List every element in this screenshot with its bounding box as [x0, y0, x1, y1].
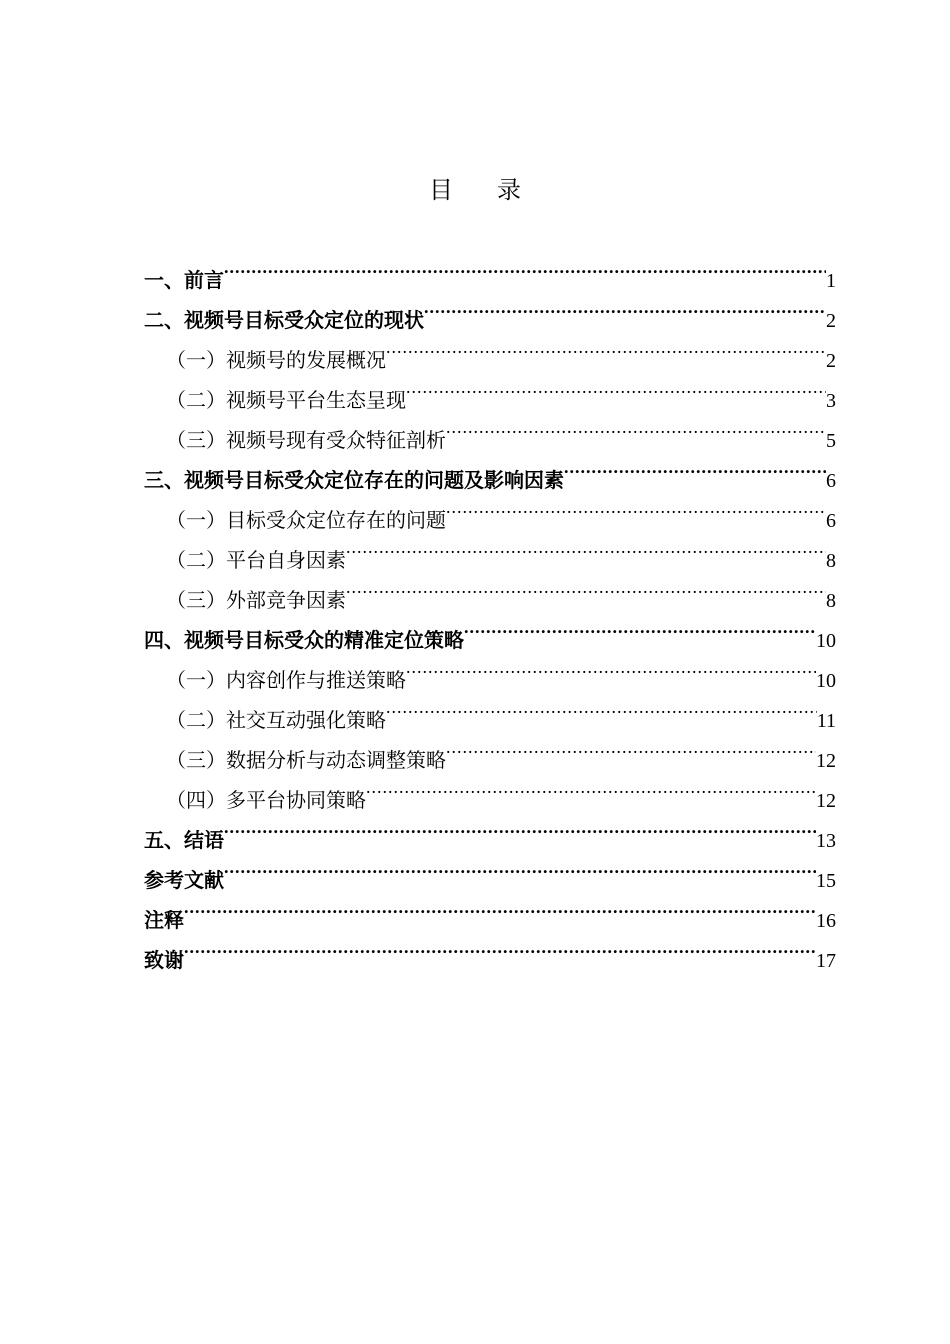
- toc-entry-chapter[interactable]: [144, 927, 836, 972]
- toc-entry-label: （二）平台自身因素: [166, 548, 346, 572]
- toc-entry-label: （一）内容创作与推送策略: [166, 668, 406, 692]
- toc-entry-label: 四、视频号目标受众的精准定位策略: [144, 628, 464, 652]
- toc-page-number: 8: [826, 590, 836, 612]
- toc-dot-leader: [464, 607, 816, 647]
- toc-entry-label: 一、前言: [144, 268, 224, 292]
- toc-entry-label: （三）视频号现有受众特征剖析: [166, 428, 446, 452]
- toc-page-number: 6: [826, 470, 836, 492]
- toc-dot-leader: [386, 327, 826, 367]
- toc-page-number: 12: [816, 790, 836, 812]
- toc-page-number: 6: [826, 510, 836, 532]
- toc-entry-label: （四）多平台协同策略: [166, 788, 366, 812]
- toc-entry-chapter[interactable]: [144, 287, 836, 332]
- toc-entry-label: 三、视频号目标受众定位存在的问题及影响因素: [144, 468, 564, 492]
- toc-dot-leader: [446, 407, 826, 447]
- toc-dot-leader: [386, 687, 817, 727]
- toc-dot-leader: [446, 487, 826, 527]
- toc-dot-leader: [406, 367, 826, 407]
- toc-title-right: 录: [497, 176, 521, 204]
- toc-entry-label: 致谢: [144, 948, 184, 972]
- toc-title-left: 目: [429, 176, 453, 204]
- toc-page-number: 11: [816, 710, 836, 732]
- toc-list: [144, 247, 836, 972]
- toc-entry-label: （一）视频号的发展概况: [166, 348, 386, 372]
- toc-dot-leader: [184, 887, 816, 927]
- toc-page-number: 12: [816, 750, 836, 772]
- toc-dot-leader: [224, 807, 816, 847]
- toc-page-number: 3: [826, 390, 836, 412]
- toc-entry-label: （二）社交互动强化策略: [166, 708, 386, 732]
- toc-dot-leader: [366, 767, 816, 807]
- toc-page-number: 13: [816, 830, 836, 852]
- toc-entry-chapter[interactable]: [144, 247, 836, 292]
- toc-entry-label: 二、视频号目标受众定位的现状: [144, 308, 424, 332]
- toc-entry-label: （一）目标受众定位存在的问题: [166, 508, 446, 532]
- toc-dot-leader: [564, 447, 826, 487]
- toc-page-number: 5: [826, 430, 836, 452]
- toc-page-number: 2: [826, 310, 836, 332]
- toc-page-number: 10: [816, 670, 836, 692]
- toc-page-number: 17: [816, 950, 836, 972]
- toc-page-number: 8: [826, 550, 836, 572]
- toc-dot-leader: [446, 727, 816, 767]
- toc-page-number: 16: [816, 910, 836, 932]
- toc-entry-label: 参考文献: [144, 868, 224, 892]
- toc-page-number: 1: [826, 270, 836, 292]
- toc-entry-label: 五、结语: [144, 828, 224, 852]
- toc-dot-leader: [346, 567, 826, 607]
- toc-dot-leader: [224, 247, 826, 287]
- toc-dot-leader: [224, 847, 816, 887]
- toc-entry-chapter[interactable]: [144, 807, 836, 852]
- toc-entry-chapter[interactable]: [144, 887, 836, 932]
- toc-dot-leader: [406, 647, 816, 687]
- toc-entry-label: （三）数据分析与动态调整策略: [166, 748, 446, 772]
- toc-entry-chapter[interactable]: [144, 847, 836, 892]
- toc-entry-label: （二）视频号平台生态呈现: [166, 388, 406, 412]
- toc-page-number: 15: [816, 870, 836, 892]
- toc-entry-label: （三）外部竞争因素: [166, 588, 346, 612]
- toc-page-number: 2: [826, 350, 836, 372]
- toc-entry-label: 注释: [144, 908, 184, 932]
- toc-dot-leader: [346, 527, 826, 567]
- toc-dot-leader: [184, 927, 816, 967]
- toc-dot-leader: [424, 287, 826, 327]
- toc-title: [0, 170, 950, 205]
- toc-page-number: 10: [816, 630, 836, 652]
